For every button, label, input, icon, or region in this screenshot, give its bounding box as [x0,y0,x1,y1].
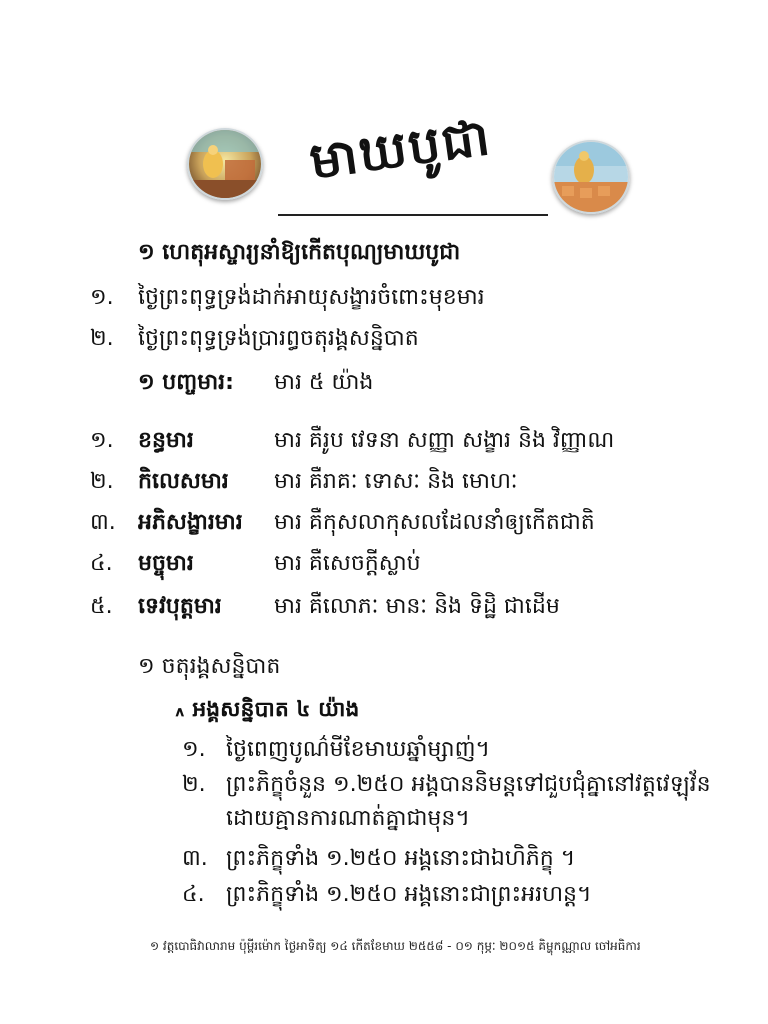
s1-item-2-text: ថ្ងៃព្រះពុទ្ធទ្រង់ប្រារព្ធចតុរង្គសន្និបាត [138,326,419,351]
s3-item-2-continuation: ដោយគ្មានការណាត់គ្នាជាមុន។ [226,806,470,831]
s1-item-1-num: ១. [90,285,114,310]
title-underline [278,214,548,216]
mara-3-name: អភិសង្ខារមារ [138,510,243,535]
mara-4-name: មច្ចុមារ [138,551,194,576]
section-2-subheading: មារ ៥ យ៉ាង [274,370,374,395]
mara-4-num: ៤. [90,551,113,576]
mara-5-name: ទេវបុត្តមារ [138,594,222,619]
mara-2-name: កិលេសមារ [138,469,229,494]
s3-item-1-text: ថ្ងៃពេញបូណ៌មីខែមាឃឆ្នាំម្សាញ់។ [226,737,491,762]
mara-5-desc: មារ គឺលោភៈ មានៈ និង ទិដ្ឋិ ជាដើម [274,594,560,619]
mara-3-desc: មារ គឺកុសលាកុសលដែលនាំឲ្យកើតជាតិ [274,510,595,535]
s3-item-1-num: ១. [182,737,206,762]
mara-4-desc: មារ គឺសេចក្តីស្លាប់ [274,551,421,576]
buddha-image-right [552,140,630,214]
s1-item-2-num: ២. [90,326,114,351]
page-title: មាឃបូជា [306,107,495,191]
mara-3-num: ៣. [90,510,116,535]
section-1-heading: ១ ហេតុអស្ចារ្យនាំឱ្យកើតបុណ្យមាឃបូជា [138,240,461,265]
mara-2-desc: មារ គឺរាគៈ ទោសៈ និង មោហៈ [274,469,518,494]
section-3-heading: ១ ចតុរង្គសន្និបាត [138,654,281,679]
mara-1-num: ១. [90,428,114,453]
section-2-heading: ១ បញ្ចមារ: [138,370,234,395]
s3-item-3-num: ៣. [182,846,208,871]
s3-item-4-text: ព្រះភិក្ខុទាំង ១.២៥០ អង្គនោះជាព្រះអរហន្ត។ [226,882,592,907]
mara-5-num: ៥. [90,594,113,619]
footer-text: ១ វត្តបោធិវាលារាម ប៉ុម្ពីរម៉ោក ថ្ងៃអាទិត្យ ១៤ កើតខែមាឃ ២៥៥៨ - ០១ កុម្ភៈ ២០១៥ គិម្ហុកណ្ណាល ចៅអធិការ [150,939,641,953]
s3-item-2-num: ២. [182,772,206,797]
s1-item-1-text: ថ្ងៃព្រះពុទ្ធទ្រង់ដាក់អាយុសង្ខារចំពោះមុខមារ [138,285,485,310]
mara-1-name: ខន្ធមារ [138,428,194,453]
s3-item-4-num: ៤. [182,882,205,907]
section-3-subheading: ៱ អង្គសន្និបាត ៤ យ៉ាង [175,697,360,722]
mara-2-num: ២. [90,469,114,494]
mara-1-desc: មារ គឺរូប វេទនា សញ្ញា សង្ខារ និង វិញ្ញាណ [274,428,615,453]
s3-item-3-text: ព្រះភិក្ខុទាំង ១.២៥០ អង្គនោះជាឯហិភិក្ខុ ។ [226,846,576,871]
s3-item-2-text: ព្រះភិក្ខុចំនួន ១.២៥០ អង្គបាននិមន្តទៅជួបជុំគ្នានៅវត្តវេឡុវ័ន [226,772,711,797]
buddha-image-left [187,128,263,200]
